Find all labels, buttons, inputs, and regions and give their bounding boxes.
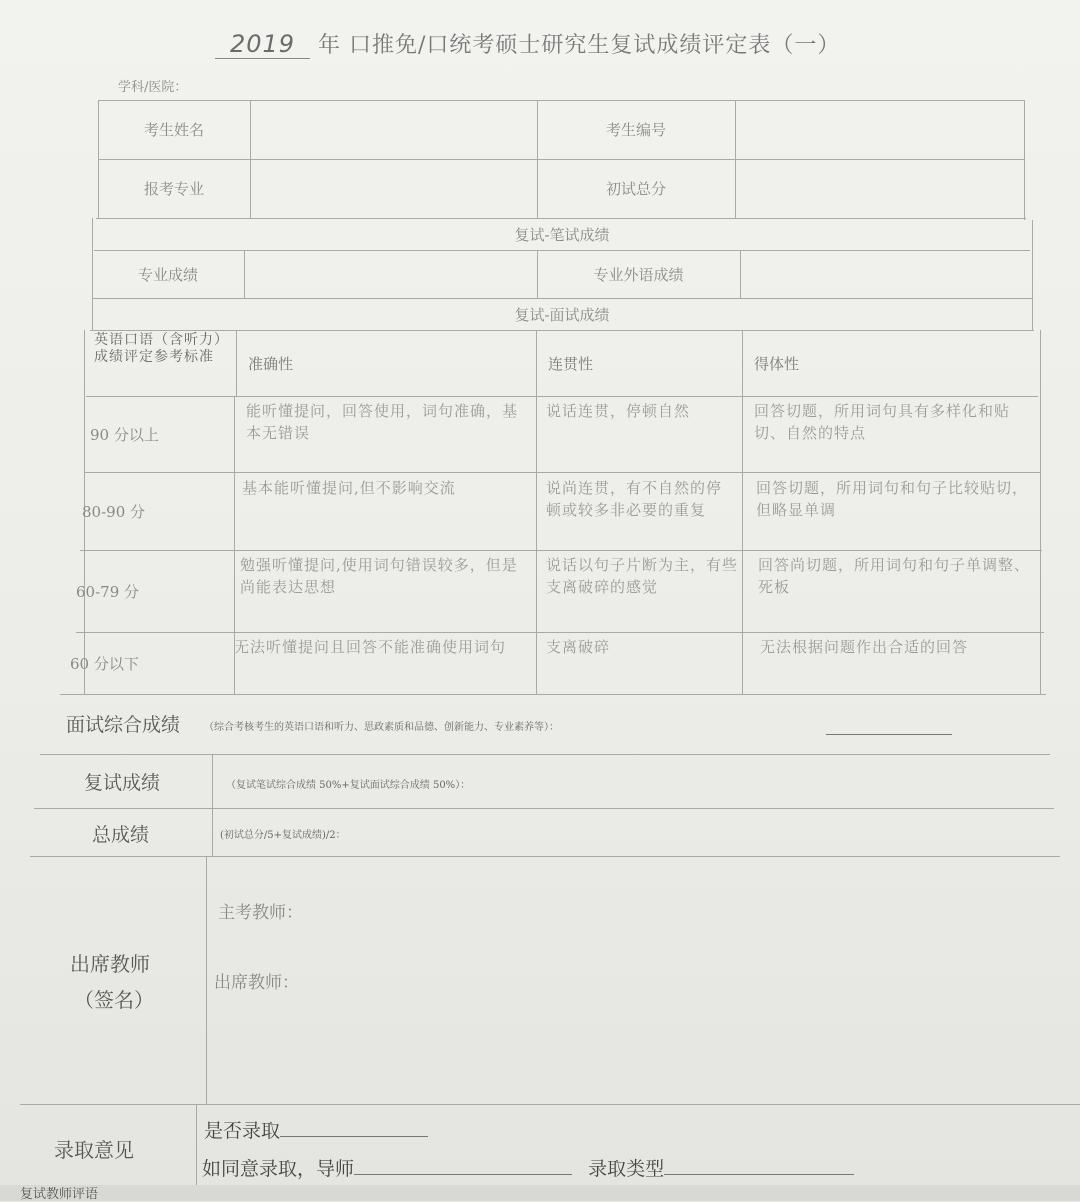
candidate-name-label: 考生姓名 [143, 121, 204, 139]
accuracy-desc: 勉强听懂提问,使用词句错误较多，但是尚能表达思想 [240, 556, 518, 596]
supervisor-blank[interactable] [354, 1156, 572, 1175]
vline [536, 330, 537, 694]
col-coherence-header: 连贯性 [548, 354, 594, 373]
total-note: (初试总分/5+复试成绩)/2： [220, 830, 346, 841]
vline [206, 856, 207, 1104]
year-field[interactable]: 2019 [215, 30, 310, 59]
candidate-id-value[interactable] [735, 100, 1024, 159]
vline [212, 754, 213, 856]
prelim-score-label: 初试总分 [605, 180, 666, 198]
criteria-header: 英语口语（含听力）成绩评定参考标准 [94, 332, 229, 365]
candidate-id-label: 考生编号 [605, 121, 666, 139]
vline [742, 330, 743, 694]
supervisor-line [202, 1154, 854, 1181]
admit-type-blank[interactable] [664, 1156, 854, 1175]
foreign-score-label: 专业外语成绩 [593, 265, 684, 284]
hline [20, 1104, 1080, 1105]
retest-note: （复试笔试综合成绩 50%+复试面试综合成绩 50%）： [226, 780, 471, 791]
signature-label-line2: （签名） [74, 988, 154, 1012]
hline [30, 856, 1060, 857]
major-value[interactable] [250, 159, 537, 218]
interview-total-blank[interactable] [826, 722, 952, 735]
grade-label: 60-79 分 [76, 582, 140, 601]
signature-label-line1: 出席教师 [70, 952, 150, 976]
vline [196, 1104, 197, 1185]
coherence-desc: 说话连贯，停顿自然 [546, 402, 691, 420]
interview-section-title: 复试-面试成绩 [514, 305, 610, 324]
candidate-name-value[interactable] [250, 100, 537, 159]
hline [34, 808, 1054, 809]
retest-label: 复试成绩 [84, 772, 161, 794]
attending-teacher-label: 出席教师： [214, 973, 299, 993]
accuracy-desc: 无法听懂提问且回答不能准确使用词句 [234, 638, 507, 656]
coherence-desc: 说话以句子片断为主，有些支离破碎的感觉 [546, 556, 739, 596]
supervisor-prefix: 如同意录取，导师 [202, 1158, 355, 1180]
appropriateness-desc: 回答切题，所用词句具有多样化和贴切、自然的特点 [754, 402, 1011, 442]
interview-total-label: 面试综合成绩 [66, 714, 181, 736]
vline [236, 330, 237, 396]
admission-label: 录取意见 [54, 1138, 134, 1162]
accuracy-desc: 能听懂提问，回答使用，词句准确，基本无错误 [246, 402, 519, 442]
admit-question [204, 1116, 428, 1143]
appropriateness-desc: 回答切题，所用词句和句子比较贴切，但略显单调 [756, 479, 1029, 519]
next-section-text: 复试教师评语 [20, 1187, 99, 1202]
border-right-top [1024, 100, 1025, 220]
col-appropriateness-header: 得体性 [754, 354, 800, 373]
col-accuracy-header: 准确性 [248, 354, 294, 373]
form-title [215, 28, 840, 59]
grade-label: 90 分以上 [90, 425, 159, 444]
chief-examiner-label: 主考教师： [218, 903, 303, 923]
coherence-desc: 说尚连贯，有不自然的停顿或较多非必要的重复 [546, 479, 723, 519]
hline [60, 694, 1046, 695]
admit-type-label: 录取类型 [588, 1158, 665, 1180]
grade-label: 60 分以下 [70, 654, 139, 673]
coherence-desc: 支离破碎 [546, 638, 611, 656]
hline [40, 754, 1050, 755]
grade-label: 80-90 分 [82, 502, 146, 521]
next-section-cutoff [0, 1185, 1080, 1201]
major-score-value[interactable] [244, 250, 537, 298]
admit-blank[interactable] [280, 1118, 428, 1137]
major-label: 报考专业 [143, 180, 204, 198]
accuracy-desc: 基本能听懂提问,但不影响交流 [242, 479, 456, 497]
admit-question-text: 是否录取 [204, 1120, 281, 1142]
foreign-score-value[interactable] [740, 250, 1032, 298]
major-score-label: 专业成绩 [137, 265, 198, 284]
title-text: 年 口推免/口统考硕士研究生复试成绩评定表（一） [318, 33, 841, 58]
total-label: 总成绩 [92, 824, 150, 846]
appropriateness-desc: 无法根据问题作出合适的回答 [760, 638, 969, 656]
prelim-score-value[interactable] [735, 159, 1024, 218]
written-section-title: 复试-笔试成绩 [514, 225, 610, 244]
department-label: 学科/医院： [118, 80, 188, 95]
appropriateness-desc: 回答尚切题，所用词句和句子单调整、死板 [758, 556, 1031, 596]
interview-total-note: （综合考核考生的英语口语和听力、思政素质和品德、创新能力、专业素养等）： [204, 722, 559, 733]
